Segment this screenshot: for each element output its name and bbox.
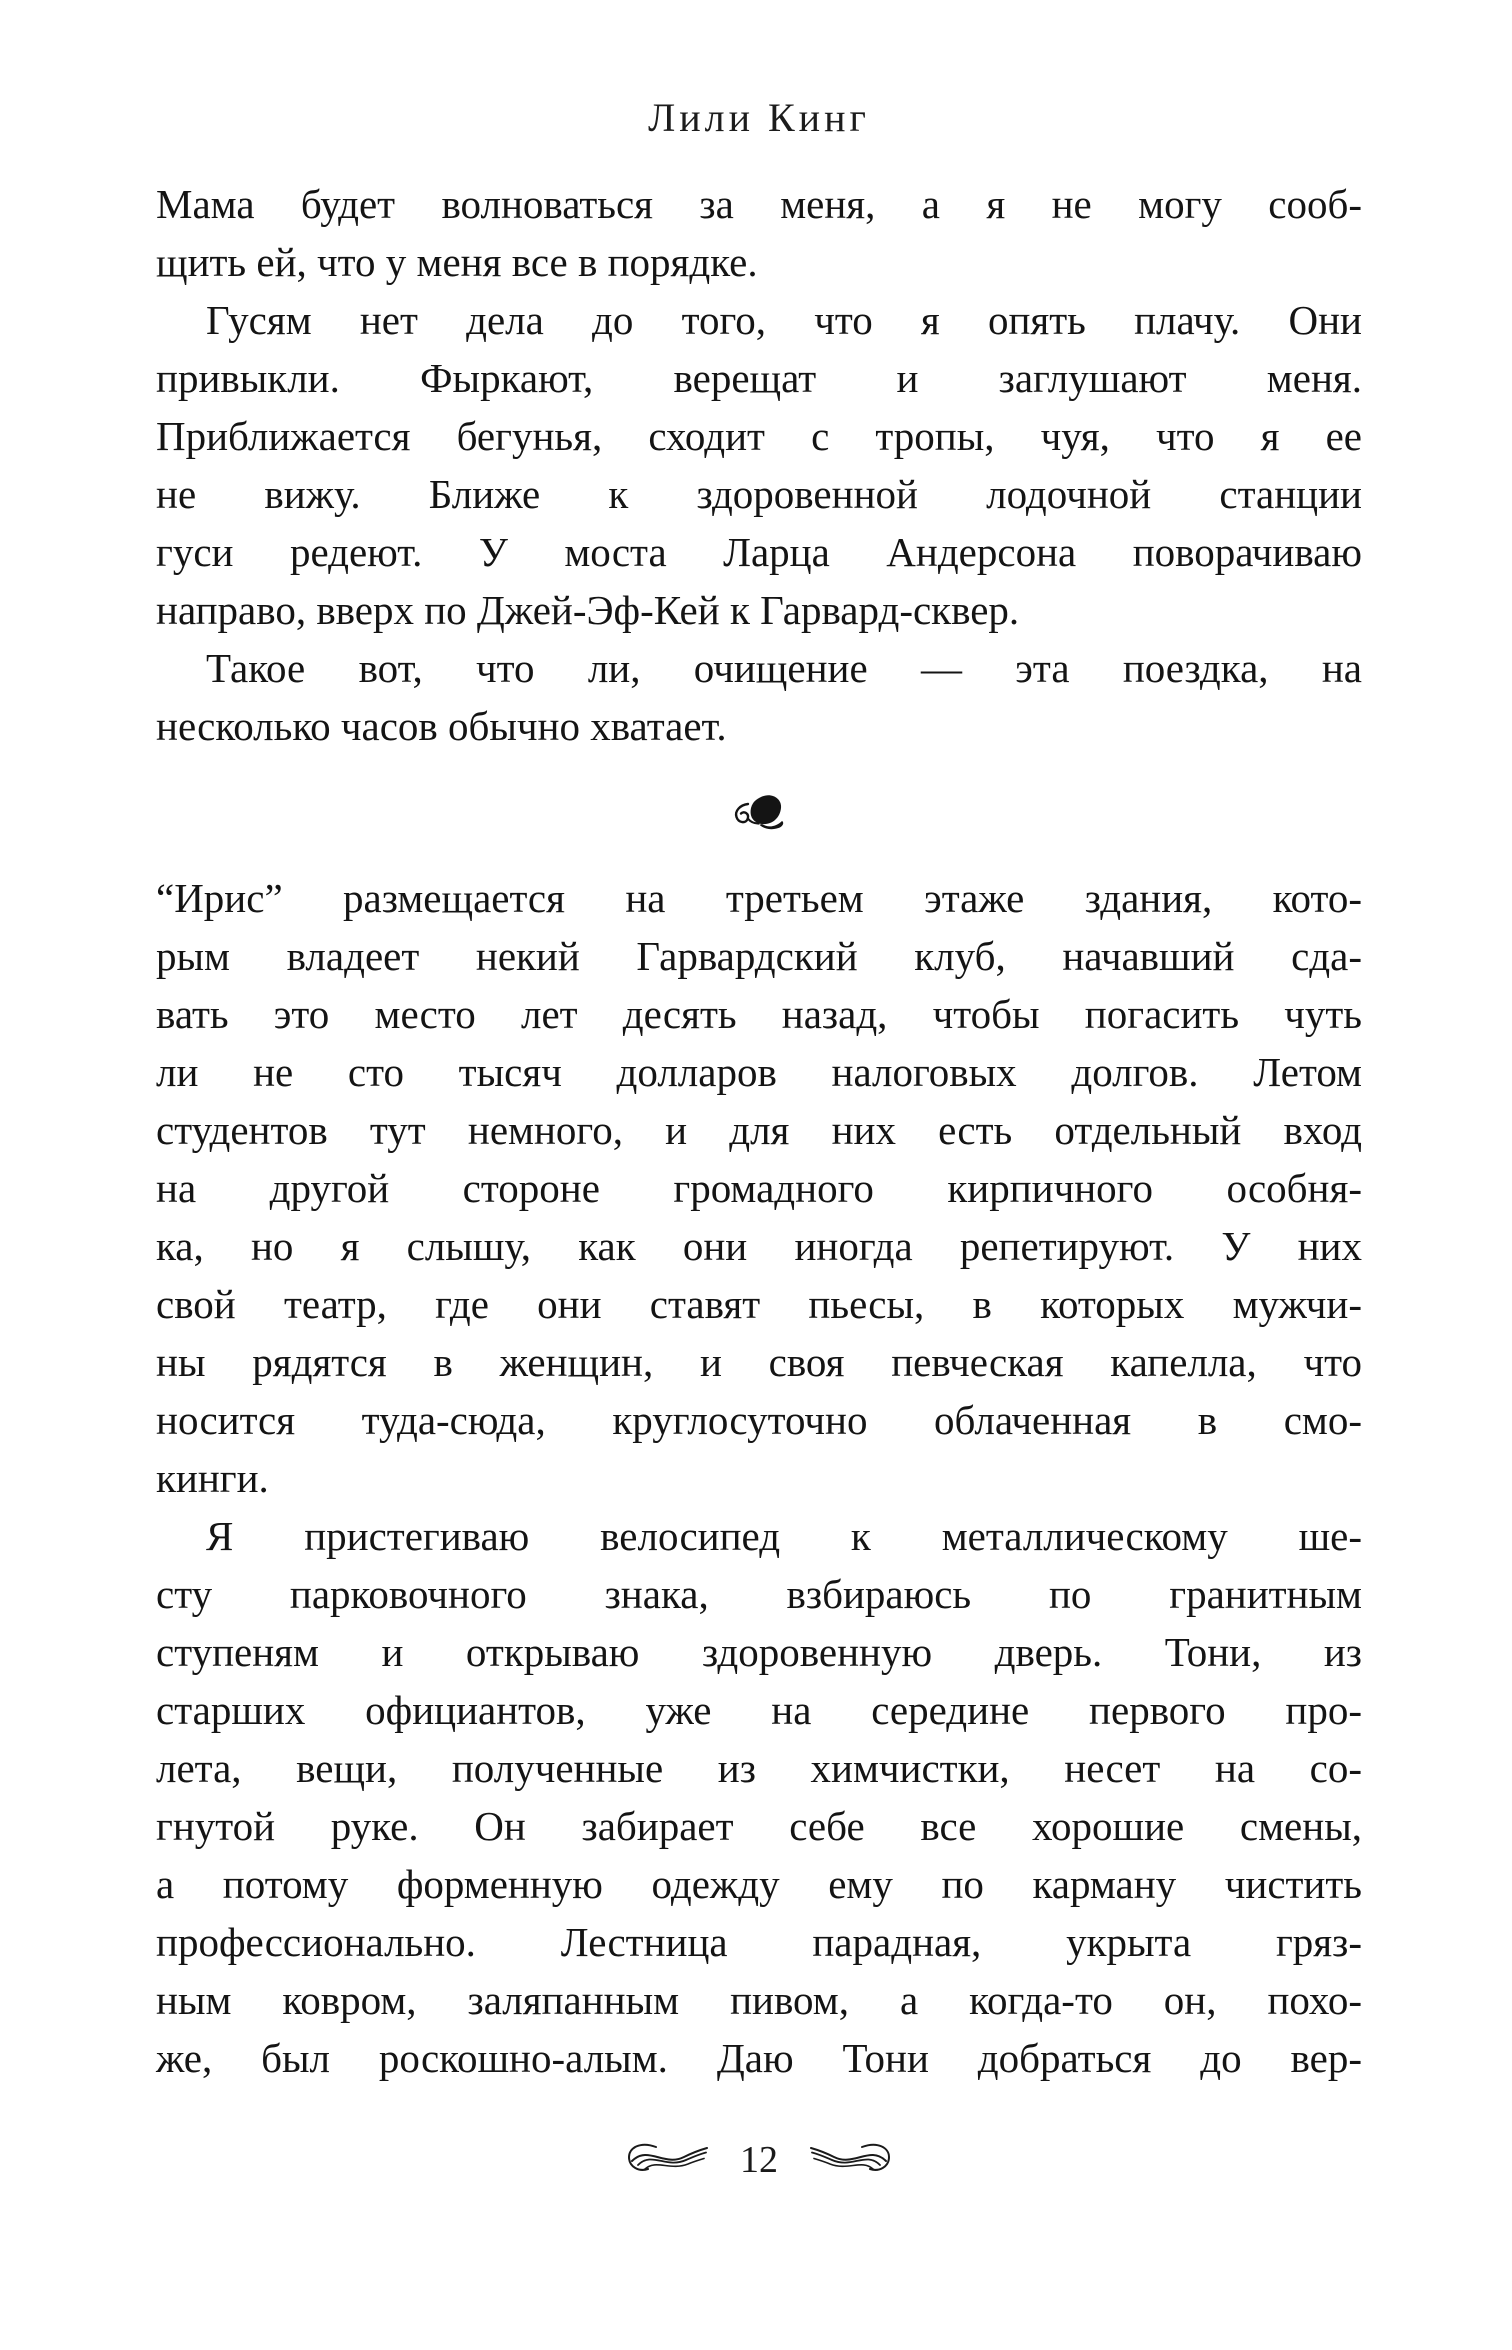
section-divider bbox=[156, 755, 1362, 869]
text-line: старших официантов, уже на середине первого про- bbox=[156, 1687, 1362, 1733]
text-line: вать это место лет десять назад, чтобы погасить чуть bbox=[156, 991, 1362, 1037]
text-line: “Ирис” размещается на третьем этаже здания, кото- bbox=[156, 875, 1362, 921]
text-line: рым владеет некий Гарвардский клуб, начавший сда- bbox=[156, 933, 1362, 979]
text-line: на другой стороне громадного кирпичного особня- bbox=[156, 1165, 1362, 1211]
text-line: Мама будет волноваться за меня, а я не могу сооб- bbox=[156, 181, 1362, 227]
text-line: несколько часов обычно хватает. bbox=[156, 703, 727, 749]
text-line: ны рядятся в женщин, и своя певческая капелла, что bbox=[156, 1339, 1362, 1385]
paragraph bbox=[156, 1507, 1362, 2087]
running-header: Лили Кинг bbox=[648, 95, 870, 140]
text-line: ка, но я слышу, как они иногда репетируют. У них bbox=[156, 1223, 1362, 1269]
calligraphic-swirl-left-icon bbox=[626, 2140, 710, 2176]
paragraph bbox=[156, 639, 1362, 755]
paragraph bbox=[156, 869, 1362, 1507]
text-line: Гусям нет дела до того, что я опять плачу. Они bbox=[206, 297, 1362, 343]
fleuron-leaf-icon bbox=[731, 793, 787, 831]
calligraphic-swirl-right-icon bbox=[808, 2140, 892, 2176]
text-line: Приближается бегунья, сходит с тропы, чуя, что я ее bbox=[156, 413, 1362, 459]
text-line: направо, вверх по Джей-Эф-Кей к Гарвард-сквер. bbox=[156, 587, 1020, 633]
page-number: 12 bbox=[740, 2139, 778, 2181]
text-line: кинги. bbox=[156, 1455, 269, 1501]
text-line: профессионально. Лестница парадная, укрыта гряз- bbox=[156, 1919, 1362, 1965]
footer-flourish-right-icon bbox=[808, 2140, 892, 2176]
text-column bbox=[156, 175, 1362, 2087]
text-line: не вижу. Ближе к здоровенной лодочной станции bbox=[156, 471, 1362, 517]
text-line: гуси редеют. У моста Ларца Андерсона поворачиваю bbox=[156, 529, 1362, 575]
text-line: Такое вот, что ли, очищение — эта поездка, на bbox=[206, 645, 1362, 691]
paragraph bbox=[156, 175, 1362, 291]
text-line: ным ковром, заляпанным пивом, а когда-то он, похо- bbox=[156, 1977, 1362, 2023]
text-line: студентов тут немного, и для них есть отдельный вход bbox=[156, 1107, 1362, 1153]
text-line: Я пристегиваю велосипед к металлическому ше- bbox=[206, 1513, 1362, 1559]
text-line: лета, вещи, полученные из химчистки, несет на со- bbox=[156, 1745, 1362, 1791]
text-line: носится туда-сюда, круглосуточно облаченная в смо- bbox=[156, 1397, 1362, 1443]
page-footer bbox=[156, 2134, 1362, 2182]
text-line: ступеням и открываю здоровенную дверь. Тони, из bbox=[156, 1629, 1362, 1675]
text-line: гнутой руке. Он забирает себе все хорошие смены, bbox=[156, 1803, 1362, 1849]
text-line: привыкли. Фыркают, верещат и заглушают меня. bbox=[156, 355, 1362, 401]
text-line: щить ей, что у меня все в порядке. bbox=[156, 239, 758, 285]
footer-flourish-left-icon bbox=[626, 2140, 710, 2176]
text-line: сту парковочного знака, взбираюсь по гранитным bbox=[156, 1571, 1362, 1617]
text-line: свой театр, где они ставят пьесы, в которых мужчи- bbox=[156, 1281, 1362, 1327]
text-line: же, был роскошно-алым. Даю Тони добраться до вер- bbox=[156, 2035, 1362, 2081]
paragraph bbox=[156, 291, 1362, 639]
text-line: а потому форменную одежду ему по карману чистить bbox=[156, 1861, 1362, 1907]
text-line: ли не сто тысяч долларов налоговых долгов. Летом bbox=[156, 1049, 1362, 1095]
